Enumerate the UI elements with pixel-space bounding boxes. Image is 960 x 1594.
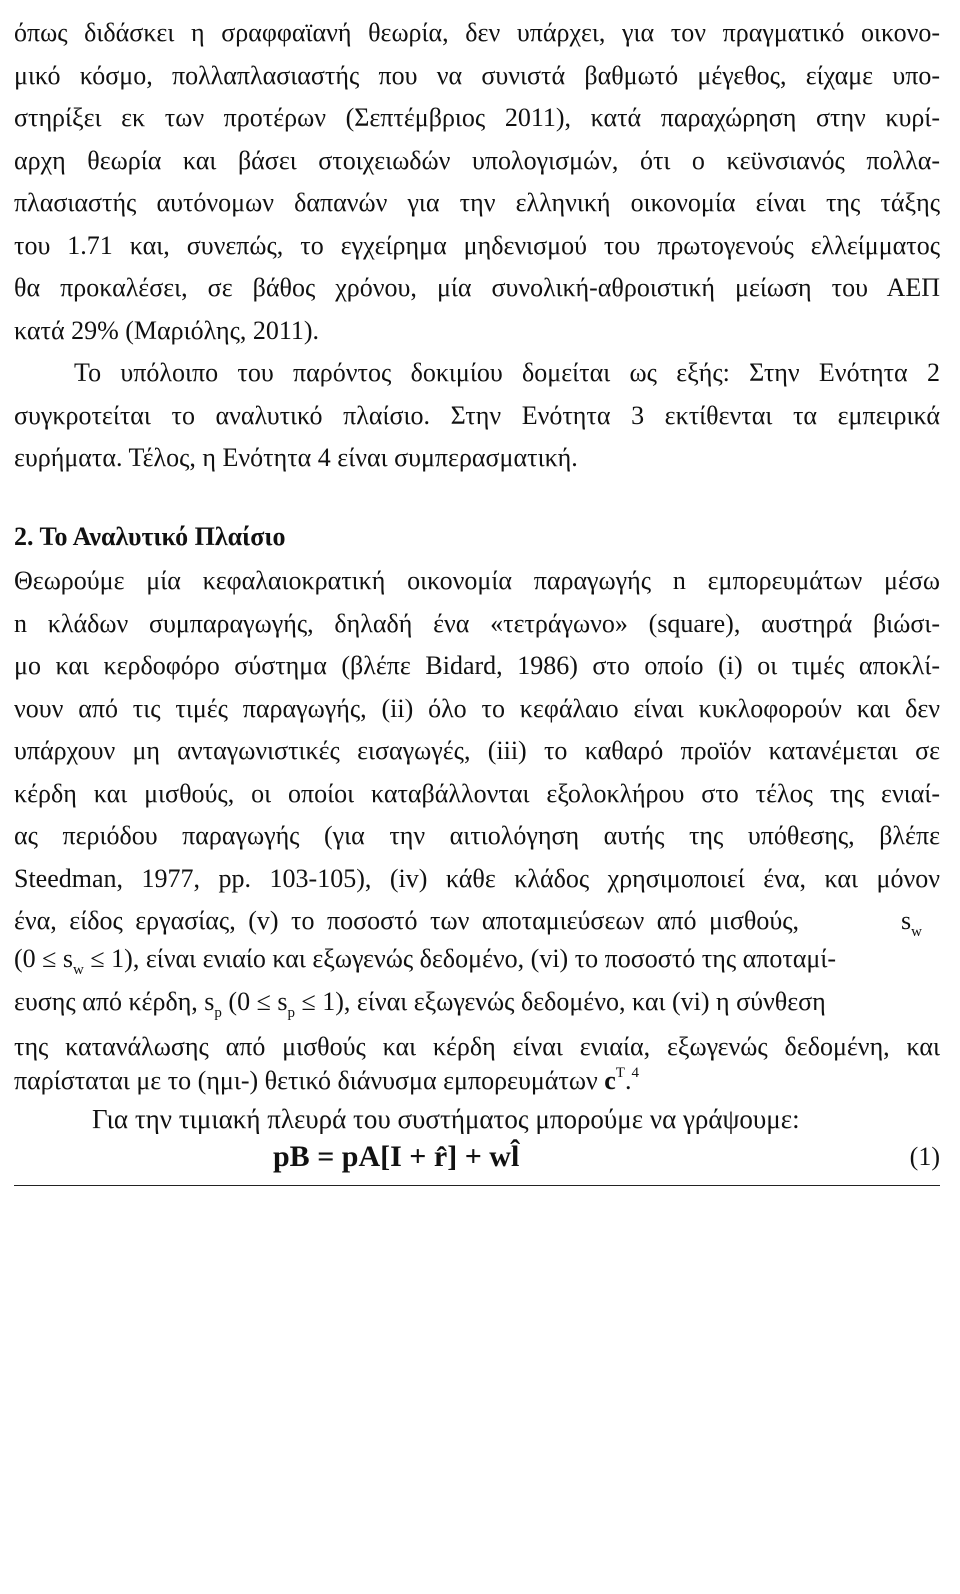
section-heading: 2. Το Αναλυτικό Πλαίσιο [14,522,286,551]
section-line-text: παρίσταται με το (ημι-) θετικό διάνυσμα εμπορευμάτων [14,1066,598,1095]
equation [273,1140,519,1174]
body-line: του 1.71 και, συνεπώς, το εγχείρημα μηδενισμού του πρωτογενούς ελλείμματος [14,231,940,260]
c-vector: c [604,1066,616,1095]
section-line: κέρδη και μισθούς, οι οποίοι καταβάλλονται εξολοκλήρου στο τέλος της ενιαί- [14,779,940,808]
body-line: θα προκαλέσει, σε βάθος χρόνου, μία συνολική-αθροιστική μείωση του ΑΕΠ [14,273,940,302]
body-line: ευρήματα. Τέλος, η Ενότητα 4 είναι συμπερασματική. [14,443,578,472]
body-line: στηρίξει εκ των προτέρων (Σεπτέμβριος 2011), κατά παραχώρηση στην κυρί- [14,103,940,132]
body-line: μικό κόσμο, πολλαπλασιαστής που να συνιστά βαθμωτό μέγεθος, είχαμε υπο- [14,61,940,90]
section-line [14,906,940,940]
body-line: πλασιαστής αυτόνομων δαπανών για την ελληνική οικονομία είναι της τάξης [14,188,940,217]
section-line: n κλάδων συμπαραγωγής, δηλαδή ένα «τετράγωνο» (square), αυστηρά βιώσι- [14,609,940,638]
equation-number: (1) [909,1142,940,1171]
inequality-part: (0 ≤ s [14,944,74,973]
inequality-part: (0 ≤ s [228,987,288,1016]
section-line: Θεωρούμε μία κεφαλαιοκρατική οικονομία παραγωγής n εμπορευμάτων μέσω [14,566,940,595]
transpose-mark: T [615,1065,625,1081]
equation-text: pB = pA[I + r̂] + wl̂ [273,1140,520,1173]
subscript: p [214,1005,222,1021]
section-line: $(0 \le s_w \le 1)$, είναι ενιαίο και εξωγενώς δεδομένο, (vi) το ποσοστό της αποταμί- [14,944,837,978]
footnote-ref: 4 [631,1065,639,1081]
subscript: w [73,962,84,978]
sw-symbol: $s_w$ [901,906,922,940]
section-line: νουν από τις τιμές παραγωγής, (ii) όλο το κεφάλαιο είναι κυκλοφορούν και δεν [14,694,940,723]
section-line-text: 1), είναι εξωγενώς δεδομένο, και (vi) η σύνθεση [322,987,826,1016]
section-line-text: ευσης από κέρδη, [14,987,198,1016]
section-line: παρίσταται με το (ημι-) θετικό διάνυσμα εμπορευμάτων $c^T.^4$ [14,1065,639,1095]
section-line: μο και κερδοφόρο σύστημα (βλέπε Bidard, 1986) στο οποίο (i) οι τιμές αποκλί- [14,651,940,680]
section-line: υπάρχουν μη ανταγωνιστικές εισαγωγές, (iii) το καθαρό προϊόν κατανέμεται σε [14,736,940,765]
section-line-text: ένα, είδος εργασίας, (v) το ποσοστό των αποταμιεύσεων από μισθούς, [14,906,800,935]
body-line: συγκροτείται το αναλυτικό πλαίσιο. Στην Ενότητα 3 εκτίθενται τα εμπειρικά [14,401,940,430]
section-line: Για την τιμιακή πλευρά του συστήματος μπορούμε να γράψουμε: [92,1104,800,1134]
sp-symbol: s [204,987,215,1016]
body-line: όπως διδάσκει η σραφφαϊανή θεωρία, δεν υπάρχει, για τον πραγματικό οικονο- [14,18,940,47]
section-line: ας περιόδου παραγωγής (για την αιτιολόγηση αυτής της υπόθεσης, βλέπε [14,821,940,850]
body-line: κατά 29% (Μαριόλης, 2011). [14,316,320,345]
section-line-text: 1), είναι ενιαίο και εξωγενώς δεδομένο, (vi) το ποσοστό της αποταμί- [111,944,837,973]
body-line: αρχη θεωρία και βάσει στοιχειωδών υπολογισμών, ότι ο κεϋνσιανός πολλα- [14,146,940,175]
section-line: της κατανάλωσης από μισθούς και κέρδη είναι ενιαία, εξωγενώς δεδομένη, και [14,1032,940,1061]
section-line: Steedman, 1977, pp. 103-105), (iv) κάθε κλάδος χρησιμοποιεί ένα, και μόνον [14,864,940,893]
subscript: p [287,1005,295,1021]
section-line: ευσης από κέρδη, $s_p$ $(0 \le s_p \le 1)$, είναι εξωγενώς δεδομένο, και (vi) η σύνθεση [14,987,826,1021]
body-line: Το υπόλοιπο του παρόντος δοκιμίου δομείται ως εξής: Στην Ενότητα 2 [74,358,940,387]
